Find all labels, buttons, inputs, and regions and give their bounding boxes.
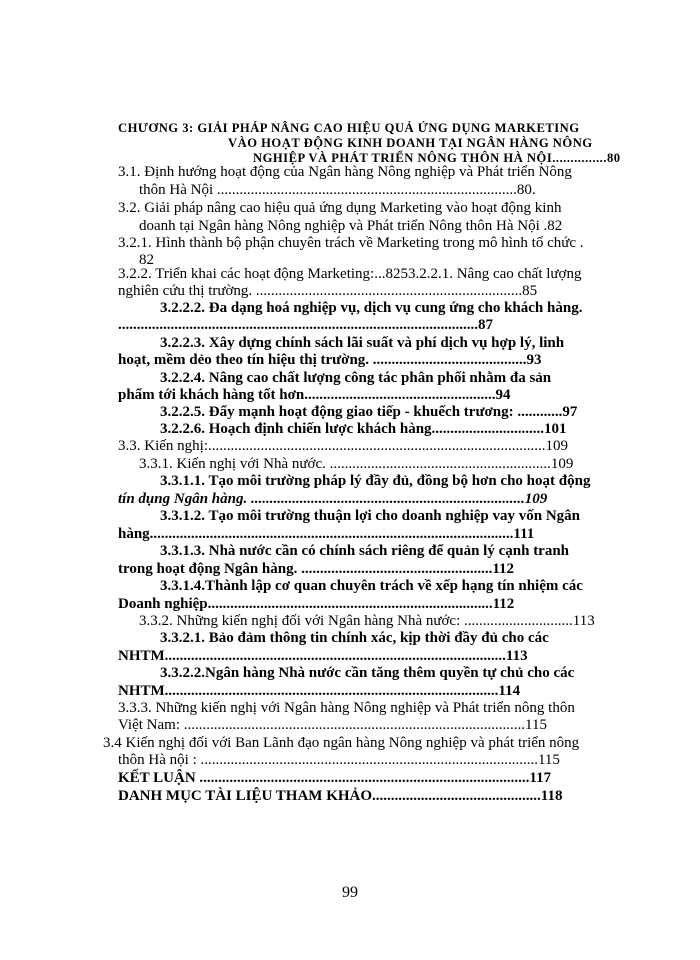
toc-entry-3-2-1-cont: 82 bbox=[139, 252, 154, 268]
toc-entry-3-2-2-2: 3.2.2.2. Đa dạng hoá nghiệp vụ, dịch vụ cung ứng cho khách hàng. bbox=[160, 300, 583, 316]
toc-entry-3-3-2-2-cont: NHTM.........................................................................................114 bbox=[118, 683, 521, 699]
toc-entry-references: DANH MỤC TÀI LIỆU THAM KHẢO.............................................118 bbox=[118, 788, 563, 804]
toc-entry-3-3-2: 3.3.2. Những kiến nghị đối với Ngân hàng Nhà nước: .............................113 bbox=[139, 613, 595, 629]
toc-entry-3-3-1-3: 3.3.1.3. Nhà nước cần có chính sách riêng để quản lý cạnh tranh bbox=[160, 543, 570, 559]
toc-entry-3-3-1-1-cont: tín dụng Ngân hàng. .........................................................................109 bbox=[118, 491, 548, 507]
toc-entry-3-2-2-3: 3.2.2.3. Xây dựng chính sách lãi suất và phí dịch vụ hợp lý, linh bbox=[160, 335, 565, 351]
toc-entry-3-2-2-5: 3.2.2.5. Đẩy mạnh hoạt động giao tiếp - khuếch trương: ............97 bbox=[160, 404, 578, 420]
toc-entry-3-3-2-1: 3.3.2.1. Bảo đảm thông tin chính xác, kịp thời đầy đủ cho các bbox=[160, 630, 549, 646]
toc-entry-3-4-cont: thôn Hà nội : ..........................................................................................115 bbox=[118, 752, 560, 768]
toc-entry-3-2-2-6: 3.2.2.6. Hoạch định chiến lược khách hàng..............................101 bbox=[160, 421, 567, 437]
toc-entry-3-3-1-1: 3.3.1.1. Tạo môi trường pháp lý đầy đủ, đồng bộ hơn cho hoạt động bbox=[160, 473, 591, 489]
toc-chapter-heading-line-3: NGHIỆP VÀ PHÁT TRIỂN NÔNG THÔN HÀ NỘI...............80 bbox=[253, 151, 621, 165]
toc-entry-3-3-1-2-cont: hàng.................................................................................................111 bbox=[118, 526, 535, 542]
toc-entry-3-2-2-3-cont: hoạt, mềm dẻo theo tín hiệu thị trường. .........................................93 bbox=[118, 352, 542, 368]
toc-entry-3-2: 3.2. Giải pháp nâng cao hiệu quả ứng dụng Marketing vào hoạt động kinh bbox=[118, 200, 562, 216]
toc-entry-3-2-2-4-cont: phẩm tới khách hàng tốt hơn...................................................94 bbox=[118, 387, 511, 403]
toc-entry-3-2-2-4: 3.2.2.4. Nâng cao chất lượng công tác phân phối nhằm đa sản bbox=[160, 370, 552, 386]
toc-chapter-heading-line-1: CHƯƠNG 3: GIẢI PHÁP NÂNG CAO HIỆU QUẢ ỨNG DỤNG MARKETING bbox=[118, 121, 580, 135]
toc-entry-3-3-2-1-cont: NHTM...........................................................................................113 bbox=[118, 648, 528, 664]
page-number: 99 bbox=[342, 884, 358, 901]
toc-entry-3-1: 3.1. Định hướng hoạt động của Ngân hàng Nông nghiệp và Phát triển Nông bbox=[118, 164, 572, 180]
toc-entry-3-2-2-2-cont: ................................................................................................87 bbox=[118, 317, 493, 333]
toc-entry-3-2-cont: doanh tại Ngân hàng Nông nghiệp và Phát triển Nông thôn Hà Nội .82 bbox=[139, 218, 563, 234]
toc-entry-3-3-2-2: 3.3.2.2.Ngân hàng Nhà nước cần tăng thêm quyền tự chủ cho các bbox=[160, 665, 575, 681]
toc-entry-3-3-3-cont: Việt Nam: ...........................................................................................115 bbox=[118, 717, 547, 733]
toc-entry-3-2-2-1-cont: nghiên cứu thị trường. .......................................................................85 bbox=[118, 283, 538, 299]
toc-entry-3-4: 3.4 Kiến nghị đối với Ban Lãnh đạo ngân hàng Nông nghiệp và phát triển nông bbox=[103, 735, 580, 751]
toc-entry-3-2-1: 3.2.1. Hình thành bộ phận chuyên trách về Marketing trong mô hình tổ chức . bbox=[118, 235, 584, 251]
toc-entry-3-3: 3.3. Kiến nghị:..........................................................................................109 bbox=[118, 438, 568, 454]
toc-entry-3-3-1-4: 3.3.1.4.Thành lập cơ quan chuyên trách về xếp hạng tín nhiệm các bbox=[160, 578, 583, 594]
toc-entry-3-2-2: 3.2.2. Triển khai các hoạt động Marketing:...8253.2.2.1. Nâng cao chất lượng bbox=[118, 266, 582, 282]
toc-entry-3-3-1-3-cont: trong hoạt động Ngân hàng. ...................................................112 bbox=[118, 561, 515, 577]
toc-entry-3-1-cont: thôn Hà Nội ................................................................................80. bbox=[139, 182, 536, 198]
toc-entry-3-3-1-4-cont: Doanh nghiệp............................................................................112 bbox=[118, 596, 515, 612]
toc-entry-conclusion: KẾT LUẬN ........................................................................................117 bbox=[118, 770, 552, 786]
toc-entry-3-3-3: 3.3.3. Những kiến nghị với Ngân hàng Nông nghiệp và Phát triển nông thôn bbox=[118, 700, 575, 716]
toc-entry-3-3-1: 3.3.1. Kiến nghị với Nhà nước. ...........................................................109 bbox=[139, 456, 574, 472]
toc-chapter-heading-line-2: VÀO HOẠT ĐỘNG KINH DOANH TẠI NGÂN HÀNG NÔNG bbox=[228, 136, 593, 150]
toc-entry-3-3-1-2: 3.3.1.2. Tạo môi trường thuận lợi cho doanh nghiệp vay vốn Ngân bbox=[160, 508, 581, 524]
